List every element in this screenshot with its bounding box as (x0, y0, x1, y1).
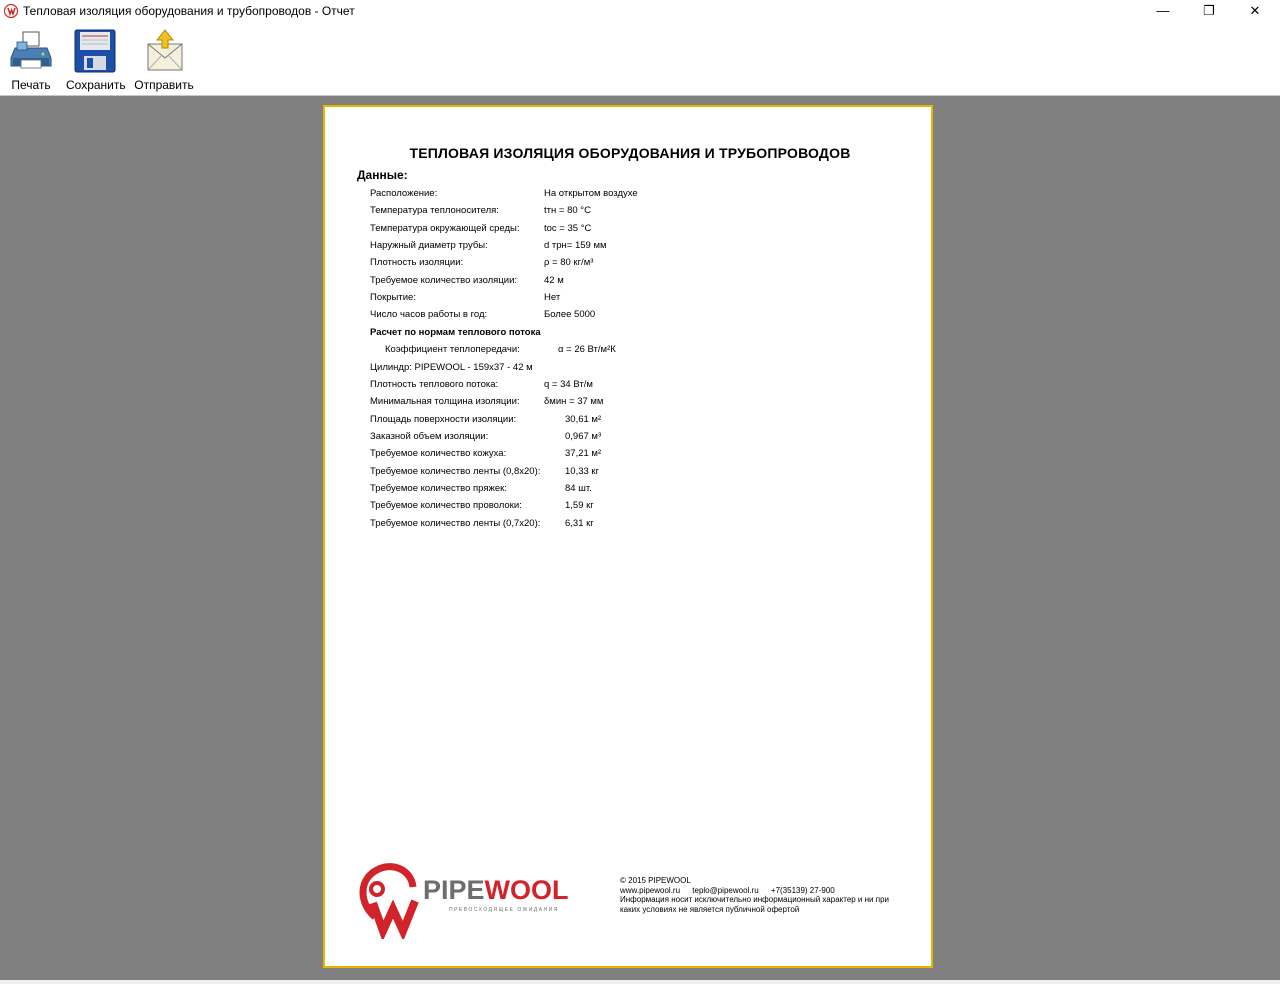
website-link[interactable]: www.pipewool.ru (620, 885, 681, 895)
row-value: δмин = 37 мм (544, 396, 604, 407)
status-strip (0, 980, 1280, 984)
row-value: α = 26 Вт/м²К (558, 344, 616, 355)
phone: +7(35139) 27-900 (770, 885, 835, 895)
row-value: 42 м (544, 275, 564, 286)
row-value: 6,31 кг (565, 518, 594, 529)
report-footer (620, 876, 910, 914)
row-label: Цилиндр: PIPEWOOL - 159x37 - 42 м (370, 362, 533, 373)
row-value: Более 5000 (544, 309, 596, 320)
close-button[interactable]: ✕ (1249, 3, 1261, 18)
save-label: Сохранить (66, 78, 126, 92)
row-label: Расположение: (370, 188, 438, 199)
row-label: Коэффициент теплопередачи: (385, 344, 520, 355)
app-logo-icon (4, 4, 18, 18)
row-label: Плотность изоляции: (370, 257, 464, 268)
disclaimer: Информация носит исключительно информационный характер и ни при каких условиях не является публичной офертой (620, 895, 889, 914)
logo-text: PIPEWOOL (423, 875, 569, 905)
row-label: Наружный диаметр трубы: (370, 240, 488, 251)
row-label: Требуемое количество изоляции: (370, 275, 518, 286)
send-button[interactable] (134, 26, 194, 92)
print-label: Печать (11, 78, 51, 92)
row-value: tтн = 80 °С (544, 205, 591, 216)
floppy-disk-icon (73, 26, 117, 74)
row-label: Покрытие: (370, 292, 416, 303)
row-label: Число часов работы в год: (370, 309, 488, 320)
restore-button[interactable]: ❐ (1203, 3, 1215, 18)
row-value: Нет (544, 292, 561, 303)
toolbar (0, 22, 1280, 96)
minimize-button[interactable]: — (1156, 3, 1170, 18)
logo-tagline: ПРЕВОСХОДЯЩЕЕ ОЖИДАНИЯ (449, 907, 559, 913)
row-label: Плотность теплового потока: (370, 379, 499, 390)
row-value: 1,59 кг (565, 500, 594, 511)
copyright: © 2015 PIPEWOOL (620, 876, 691, 885)
row-value: ρ = 80 кг/м³ (544, 257, 594, 268)
section-heading: Данные: (357, 168, 408, 182)
row-value: tос = 35 °С (544, 223, 592, 234)
row-label: Температура окружающей среды: (370, 223, 520, 234)
row-label: Требуемое количество ленты (0,8x20): (370, 466, 541, 477)
window-title: Тепловая изоляция оборудования и трубопроводов - Отчет (23, 4, 355, 18)
row-value: 37,21 м² (565, 448, 602, 459)
row-value: 30,61 м² (565, 414, 602, 425)
print-button[interactable] (8, 26, 54, 92)
title-bar (0, 0, 1280, 22)
row-label: Требуемое количество ленты (0,7x20): (370, 518, 541, 529)
row-value: 10,33 кг (565, 466, 600, 477)
row-label: Температура теплоносителя: (370, 205, 499, 216)
row-value: 84 шт. (565, 483, 592, 494)
row-value: На открытом воздухе (544, 188, 638, 199)
report-page (323, 105, 933, 968)
row-value: 0,967 м³ (565, 431, 602, 442)
envelope-icon (142, 26, 186, 74)
printer-icon (9, 26, 53, 74)
row-label: Расчет по нормам теплового потока (370, 327, 541, 338)
row-label: Минимальная толщина изоляции: (370, 396, 520, 407)
row-value: q = 34 Вт/м (544, 379, 593, 390)
row-label: Требуемое количество пряжек: (370, 483, 507, 494)
row-label: Заказной объем изоляции: (370, 431, 489, 442)
contacts (620, 886, 910, 896)
save-button[interactable] (66, 26, 124, 92)
email-link[interactable]: teplo@pipewool.ru (692, 885, 759, 895)
report-title: ТЕПЛОВАЯ ИЗОЛЯЦИЯ ОБОРУДОВАНИЯ И ТРУБОПРОВОДОВ (409, 145, 851, 161)
row-label: Площадь поверхности изоляции: (370, 414, 517, 425)
row-label: Требуемое количество проволоки: (370, 500, 522, 511)
row-label: Требуемое количество кожуха: (370, 448, 507, 459)
row-value: d трн= 159 мм (544, 240, 607, 251)
send-label: Отправить (134, 78, 194, 92)
pipewool-logo (353, 859, 603, 939)
